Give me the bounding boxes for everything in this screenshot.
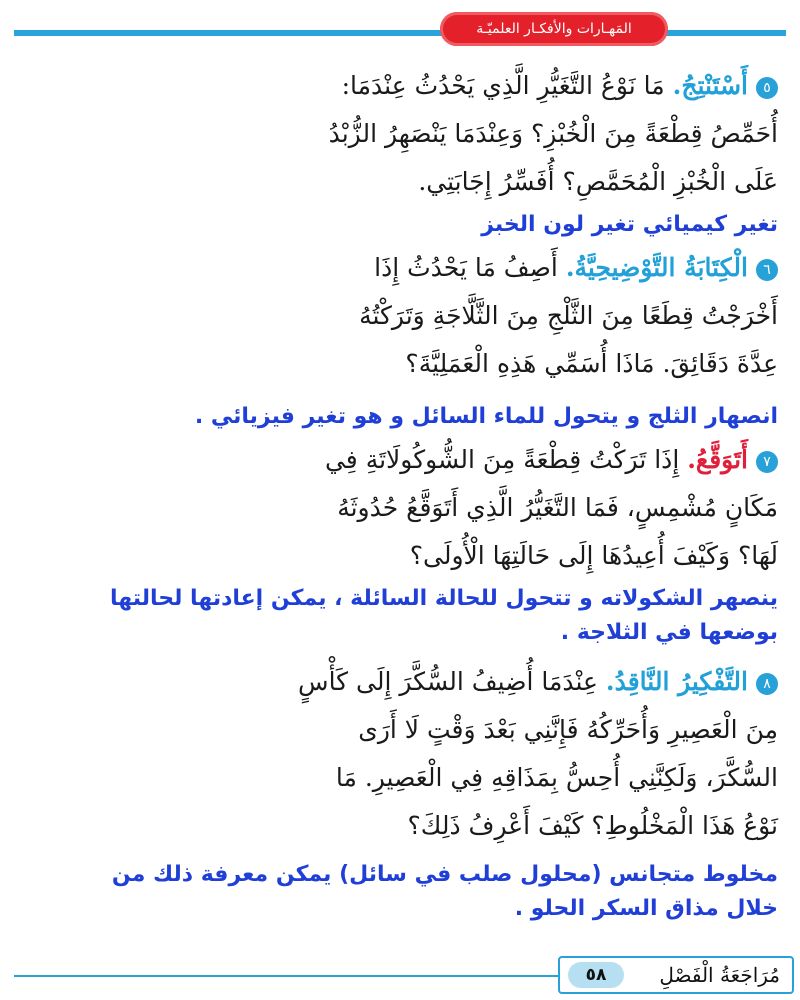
question-line: أَخْرَجْتُ قِطَعًا مِنَ الثَّلْجِ مِنَ الثَّلَّاجَةِ وَتَرَكْتُهُ xyxy=(359,301,778,330)
question-text: عِنْدَمَا أُضِيفُ السُّكَّرَ إِلَى كَأْسٍ xyxy=(298,667,598,696)
question-line xyxy=(60,658,778,706)
question-keyword: أَتَوَقَّعُ. xyxy=(687,445,748,474)
question-line xyxy=(60,244,778,292)
question-8 xyxy=(60,658,778,850)
question-line: السُّكَّرَ، وَلَكِنَّنِي أُحِسُّ بِمَذَاقِهِ فِي الْعَصِيرِ. مَا xyxy=(335,763,778,792)
question-number: ٧ xyxy=(756,451,778,473)
footer-rule xyxy=(14,975,558,977)
question-line: لَهَا؟ وَكَيْفَ أُعِيدُهَا إِلَى حَالَتِهَا الْأُولَى؟ xyxy=(409,541,778,570)
question-line: أُحَمِّصُ قِطْعَةً مِنَ الْخُبْزِ؟ وَعِنْدَمَا يَنْصَهِرُ الزُّبْدُ xyxy=(328,119,778,148)
footer xyxy=(558,956,794,994)
question-keyword: التَّفْكِيرُ النَّاقِدُ. xyxy=(605,667,748,696)
footer-label: مُرَاجَعَةُ الْفَصْلِ xyxy=(659,963,780,987)
question-line: عَلَى الْخُبْزِ الْمُحَمَّصِ؟ أُفَسِّرُ إِجَابَتِي. xyxy=(418,167,778,196)
question-line: مَكَانٍ مُشْمِسٍ، فَمَا التَّغَيُّرُ الَّذِي أَتَوَقَّعُ حُدُوثَهُ xyxy=(337,493,778,522)
question-number: ٨ xyxy=(756,673,778,695)
question-text: أَصِفُ مَا يَحْدُثُ إِذَا xyxy=(374,253,558,282)
question-number: ٦ xyxy=(756,259,778,281)
question-number: ٥ xyxy=(756,77,778,99)
question-keyword: الْكِتَابَةُ التَّوْضِيحِيَّةُ. xyxy=(565,253,748,282)
question-keyword: أَسْتَنْتِجُ. xyxy=(672,71,748,100)
header-rule xyxy=(14,30,786,36)
question-line xyxy=(60,62,778,110)
question-line xyxy=(60,436,778,484)
question-7 xyxy=(60,436,778,580)
question-line: نَوْعُ هَذَا الْمَخْلُوطِ؟ كَيْفَ أَعْرِفُ ذَلِكَ؟ xyxy=(407,811,778,840)
question-text: مَا نَوْعُ التَّغَيُّرِ الَّذِي يَحْدُثُ عِنْدَمَا: xyxy=(341,71,665,100)
question-5 xyxy=(60,62,778,206)
answer-8: مخلوط متجانس (محلول صلب في سائل) يمكن معرفة ذلك من خلال مذاق السكر الحلو . xyxy=(111,862,778,921)
question-text: إِذَا تَرَكْتُ قِطْعَةً مِنَ الشُّوكُولَاتَةِ فِي xyxy=(324,445,680,474)
question-line: عِدَّةَ دَقَائِقَ. مَاذَا أُسَمِّي هَذِهِ الْعَمَلِيَّةَ؟ xyxy=(405,349,778,378)
answer-7: ينصهر الشكولاته و تتحول للحالة السائلة ، يمكن إعادتها لحالتها بوضعها في الثلاجة . xyxy=(110,586,778,645)
question-line: مِنَ الْعَصِيرِ وَأُحَرِّكُهُ فَإِنَّنِي بَعْدَ وَقْتٍ لَا أَرَى xyxy=(358,715,778,744)
page-number: ٥٨ xyxy=(568,962,624,988)
section-title: المَهـارات والأفكـار العلميّـة xyxy=(440,12,668,46)
answer-5: تغير كيميائي تغير لون الخبز xyxy=(481,212,778,237)
question-6 xyxy=(60,244,778,388)
review-questions xyxy=(60,62,778,926)
answer-6: انصهار الثلج و يتحول للماء السائل و هو تغير فيزيائي . xyxy=(194,404,778,429)
